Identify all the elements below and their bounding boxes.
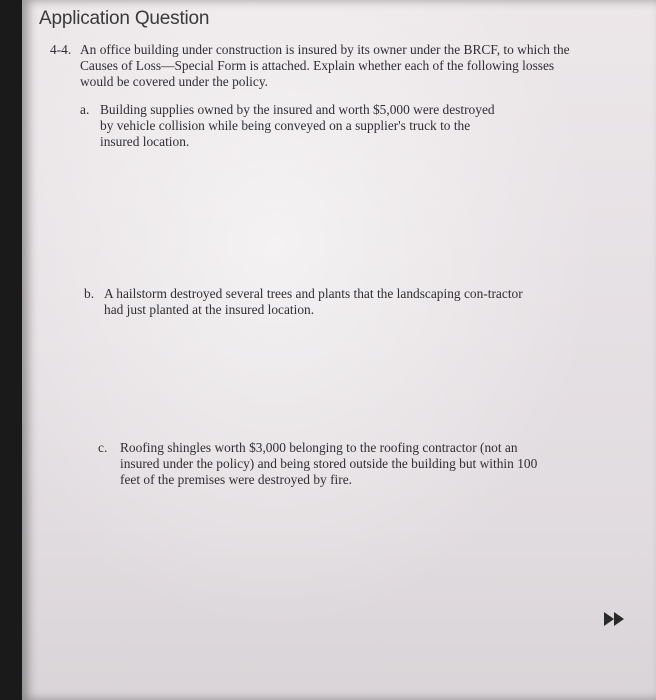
document-page bbox=[22, 0, 656, 700]
part-text: A hailstorm destroyed several trees and plants that the landscaping con-tractor had just planted at the insured location. bbox=[104, 286, 523, 317]
page-title: Application Question bbox=[39, 8, 210, 29]
part-letter: b. bbox=[84, 286, 95, 301]
part-text: Building supplies owned by the insured and worth $5,000 were destroyed by vehicle collision while being conveyed on a supplier's truck to the insured location. bbox=[100, 102, 495, 149]
question-part-b bbox=[84, 286, 524, 318]
question-text: An office building under construction is insured by its owner under the BRCF, to which the Causes of Loss—Special Form is attached. Explain whether each of the following losses would be covered under the policy. bbox=[80, 42, 570, 89]
double-arrow-right-icon[interactable] bbox=[604, 612, 626, 626]
part-letter: c. bbox=[98, 440, 108, 455]
question-part-a bbox=[80, 102, 510, 150]
question-part-c bbox=[98, 440, 538, 488]
part-letter: a. bbox=[80, 102, 90, 117]
question-4-4 bbox=[52, 42, 572, 90]
question-number: 4-4. bbox=[50, 42, 72, 57]
part-text: Roofing shingles worth $3,000 belonging to the roofing contractor (not an insured under the policy) and being stored outside the building but within 100 feet of the premises were destroyed by fire. bbox=[120, 440, 538, 487]
